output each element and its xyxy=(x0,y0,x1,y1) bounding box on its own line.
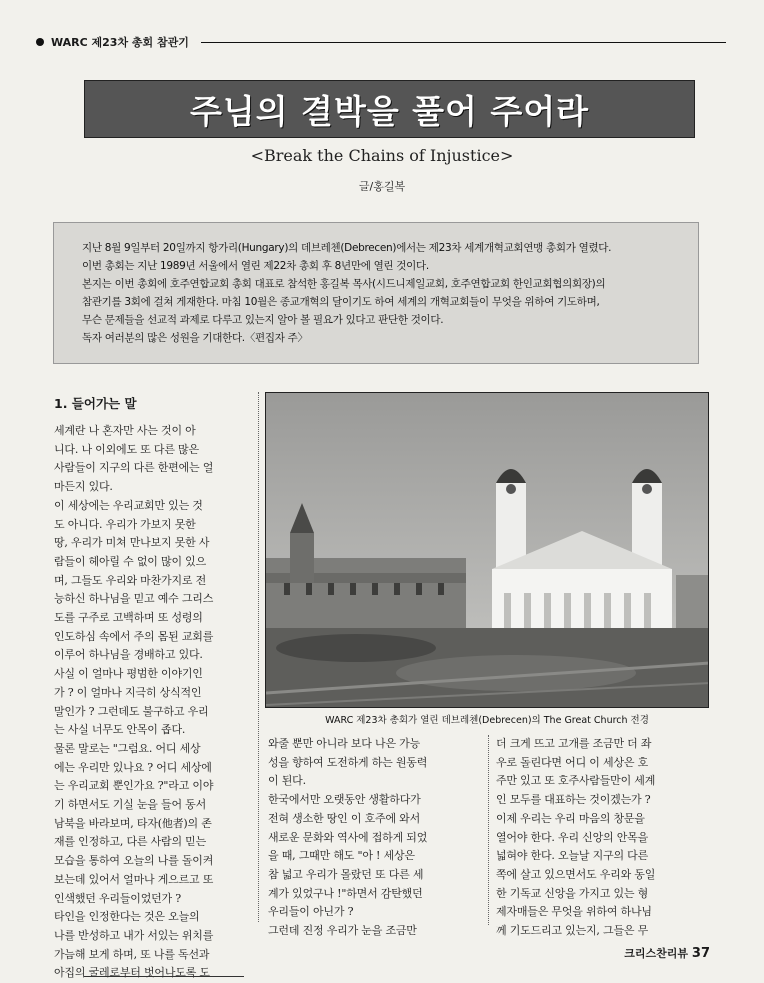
text-line: 이제 우리는 우리 마음의 창문을 xyxy=(496,811,645,825)
text-line: 새로운 문화와 역사에 접하게 되었 xyxy=(268,830,428,844)
text-line: 한 기독교 신앙을 가지고 있는 형 xyxy=(496,886,649,900)
text-line: 참 넓고 우리가 몰랐던 또 다른 세 xyxy=(268,867,424,881)
text-line: 쪽에 살고 있으면서도 우리와 동일 xyxy=(496,867,656,881)
text-line: 께 기도드리고 있는지, 그들은 무 xyxy=(496,924,649,938)
text-line: 마든지 있다. xyxy=(54,480,113,494)
text-line: 도를 구주로 고백하며 또 성령의 xyxy=(54,611,203,625)
text-line: 넓혀야 한다. 오늘날 지구의 다른 xyxy=(496,849,649,863)
editor-note-line: 무슨 문제들을 선교적 과제로 다루고 있는지 알아 볼 필요가 있다고 판단한 것이다. xyxy=(82,314,444,326)
text-line: 인색했던 우리들이었던가 ? xyxy=(54,891,181,905)
text-line: 모습을 통하여 오늘의 나를 돌이켜 xyxy=(54,854,214,868)
text-line: 성을 향하여 도전하게 하는 원동력 xyxy=(268,755,428,769)
text-line: 우리들이 아닌가 ? xyxy=(268,905,354,919)
text-line: 사람들이 지구의 다른 한편에는 얼 xyxy=(54,461,214,475)
text-line: 아집의 굴레로부터 벗어나도록 도 xyxy=(54,966,210,980)
byline: 글/홍길복 xyxy=(358,180,406,193)
section-heading: 1. 들어가는 말 xyxy=(54,396,137,411)
text-line: 제자매들은 무엇을 위하여 하나님 xyxy=(496,905,652,919)
text-line: 가늠해 보게 하며, 또 나를 독선과 xyxy=(54,947,210,961)
text-line: 능하신 하나님을 믿고 예수 그리스 xyxy=(54,592,214,606)
header-rule xyxy=(201,42,726,43)
text-line: 나를 반성하고 내가 서있는 위치를 xyxy=(54,928,214,942)
article-subtitle: <Break the Chains of Injustice> xyxy=(250,146,514,165)
running-header xyxy=(36,34,726,50)
editor-note xyxy=(53,222,699,364)
text-line: 며, 그들도 우리와 마찬가지로 전 xyxy=(54,573,207,587)
text-line: 도 아니다. 우리가 가보지 못한 xyxy=(54,517,196,531)
text-line: 보는데 있어서 얼마나 게으르고 또 xyxy=(54,872,214,886)
text-line: 말인가 ? 그런데도 불구하고 우리 xyxy=(54,704,209,718)
text-line: 더 크게 뜨고 고개를 조금만 더 좌 xyxy=(496,737,652,750)
magazine-name: 크리스찬리뷰 xyxy=(624,947,689,960)
text-line: 는 우리교회 뿐인가요 ?"라고 이야 xyxy=(54,779,214,793)
page-number: 37 xyxy=(691,946,710,961)
text-line: 니다. 나 이외에도 또 다른 많은 xyxy=(54,442,199,456)
text-line: 이루어 하나님을 경배하고 있다. xyxy=(54,648,203,662)
text-line: 열어야 한다. 우리 신앙의 안목을 xyxy=(496,830,649,844)
text-line: 을 때, 그때만 해도 "아 ! 세상은 xyxy=(268,849,415,863)
text-line: 한국에서만 오랫동안 생활하다가 xyxy=(268,793,421,807)
text-line: 땅, 우리가 미쳐 만나보지 못한 사 xyxy=(54,536,210,550)
running-header-text: WARC 제23차 총회 참관기 xyxy=(51,36,189,49)
text-line: 우로 돌린다면 어디 이 세상은 호 xyxy=(496,755,649,769)
text-line: 람들이 헤아릴 수 없이 많이 있으 xyxy=(54,554,207,568)
church-photo xyxy=(265,392,709,708)
text-line: 그런데 진정 우리가 눈을 조금만 xyxy=(268,924,417,938)
text-line: 재를 인정하고, 다른 사람의 믿는 xyxy=(54,835,207,849)
editor-note-line: 독자 여러분의 많은 성원을 기대한다.〈편집자 주〉 xyxy=(82,332,308,344)
text-line: 가 ? 이 얼마나 지극히 상식적인 xyxy=(54,685,202,699)
text-line: 사실 이 얼마나 평범한 이야기인 xyxy=(54,667,203,681)
column-divider xyxy=(258,392,259,922)
footer-rule xyxy=(84,976,244,977)
body-column-1 xyxy=(54,422,250,983)
body-column-2 xyxy=(268,735,480,941)
photo-caption: WARC 제23차 총회가 열린 데브레첸(Debrecen)의 The Great Church 전경 xyxy=(325,715,649,726)
text-line: 인 모두를 대표하는 것이겠는가 ? xyxy=(496,793,651,807)
editor-note-line: 이번 총회는 지난 1989년 서울에서 열린 제22차 총회 후 8년만에 열린 것이다. xyxy=(82,260,429,272)
text-line: 기 하면서도 기실 눈을 들어 동서 xyxy=(54,798,207,812)
bullet-icon xyxy=(36,38,44,46)
text-line: 남북을 바라보며, 타자(他者)의 존 xyxy=(54,816,212,830)
text-line: 물론 말로는 "그럼요. 어디 세상 xyxy=(54,741,201,755)
page-footer xyxy=(624,945,710,961)
article-title: 주님의 결박을 풀어 주어라 xyxy=(84,80,695,138)
text-line: 와줄 뿐만 아니라 보다 나은 가능 xyxy=(268,737,421,750)
text-line: 에는 우리만 있나요 ? 어디 세상에 xyxy=(54,760,212,774)
text-line: 계가 있었구나 !"하면서 감탄했던 xyxy=(268,886,423,900)
text-line: 주만 있고 또 호주사람들만이 세계 xyxy=(496,774,656,788)
editor-note-line: 지난 8월 9일부터 20일까지 항가리(Hungary)의 데브레첸(Debrecen)에서는 제23차 세계개혁교회연맹 총회가 열렸다. xyxy=(82,242,612,254)
editor-note-line: 참관기를 3회에 걸쳐 게재한다. 마침 10월은 종교개혁의 달이기도 하여 세계의 개혁교회들이 무엇을 위하여 기도하며, xyxy=(82,296,600,308)
text-line: 이 된다. xyxy=(268,774,306,788)
text-line: 는 사실 너무도 안목이 좁다. xyxy=(54,723,186,737)
text-line: 이 세상에는 우리교회만 있는 것 xyxy=(54,498,203,512)
great-church-illustration xyxy=(266,393,709,708)
text-line: 전혀 생소한 땅인 이 호주에 와서 xyxy=(268,811,421,825)
text-line: 인도하심 속에서 주의 몸된 교회를 xyxy=(54,629,214,643)
body-column-3 xyxy=(496,735,716,941)
editor-note-line: 본지는 이번 총회에 호주연합교회 총회 대표로 참석한 홍길복 목사(시드니제일교회, 호주연합교회 한인교회협의회장)의 xyxy=(82,278,606,290)
text-line: 세계란 나 혼자만 사는 것이 아 xyxy=(54,424,196,437)
column-divider xyxy=(488,735,489,925)
text-line: 타인을 인정한다는 것은 오늘의 xyxy=(54,910,200,924)
